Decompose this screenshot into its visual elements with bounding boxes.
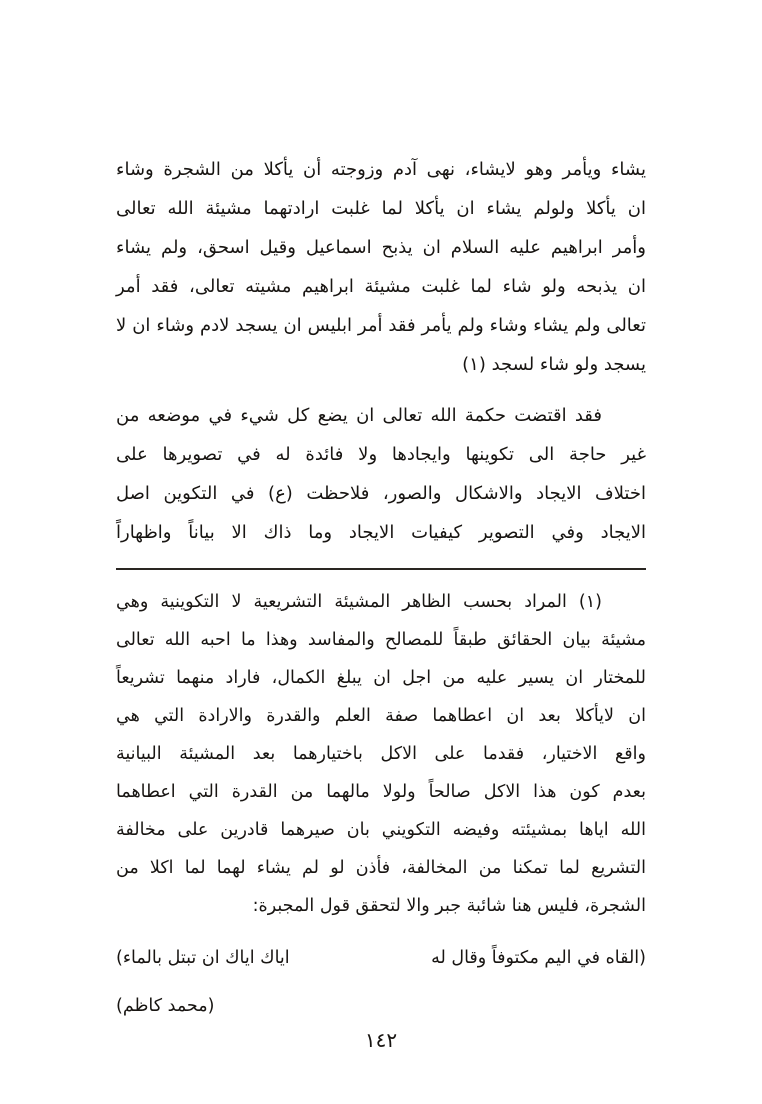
footnote-line: (١) المراد بحسب الظاهر المشيئة التشريعية لا التكوينية وهي [116,592,602,612]
text-line: الايجاد وفي التصوير كيفيات الايجاد وما ذاك الا بياناً واظهاراً [116,522,646,543]
paragraph-1 [116,150,646,384]
verse-attribution: (محمد كاظم) [116,996,215,1016]
text-line: يشاء ويأمر وهو لايشاء، نهى آدم وزوجته أن يأكلا من الشجرة وشاء [116,159,646,180]
page-number: ١٤٢ [364,1028,398,1052]
verse-line [116,939,646,977]
text-line: غير حاجة الى تكوينها وايجادها ولا فائدة له في تصويرها على [116,444,646,465]
footnote [116,583,646,1025]
verse-second-hemistich: اياك اياك ان تبتل بالماء) [116,948,290,968]
text-line: اختلاف الايجاد والاشكال والصور، فلاحظت (ع) في التكوين اصل [116,483,646,504]
text-line: ان يذبحه ولو شاء لما غلبت مشيئة ابراهيم مشيته تعالى، فقد أمر [116,276,646,297]
text-line: وأمر ابراهيم عليه السلام ان يذبح اسماعيل وقيل اسحق، ولم يشاء [116,237,646,258]
text-line: فقد اقتضت حكمة الله تعالى ان يضع كل شيء في موضعه من [116,405,602,426]
footnote-line: ان لايأكلا بعد ان اعطاهما صفة العلم والقدرة والارادة التي هي [116,706,646,726]
footnote-separator [116,568,646,570]
footnote-line: التشريع لما تمكنا من المخالفة، فأذن لو لم يشاء لهما لما اكلا من [116,858,646,878]
main-text [116,150,646,1025]
footnote-line: الله اياها بمشيئته وفيضه التكويني بان صيرهما قادرين على مخالفة [116,820,646,840]
footnote-line: مشيئة بيان الحقائق طبقاً للمصالح والمفاسد وهذا ما احبه الله تعالى [116,630,646,650]
paragraph-2 [116,396,646,552]
footnote-line: للمختار ان يسير عليه من اجل ان يبلغ الكمال، فاراد منهما تشريعاً [116,668,646,688]
footnote-line: بعدم كون هذا الاكل صالحاً ولولا مالهما من القدرة التي اعطاهما [116,782,646,802]
verse-first-hemistich: (القاه في اليم مكتوفاً وقال له [431,948,646,968]
footnote-line: واقع الاختيار، فقدما على الاكل باختيارهما بعد المشيئة البيانية [116,744,646,764]
footnote-line: الشجرة، فليس هنا شائبة جبر والا لتحقق قول المجبرة: [252,896,646,916]
text-line: تعالى ولم يشاء وشاء ولم يأمر فقد أمر ابليس ان يسجد لادم وشاء ان لا [116,315,646,336]
text-line: يسجد ولو شاء لسجد (١) [462,354,646,375]
text-line: ان يأكلا ولولم يشاء ان يأكلا لما غلبت ارادتهما مشيئة الله تعالى [116,198,646,219]
